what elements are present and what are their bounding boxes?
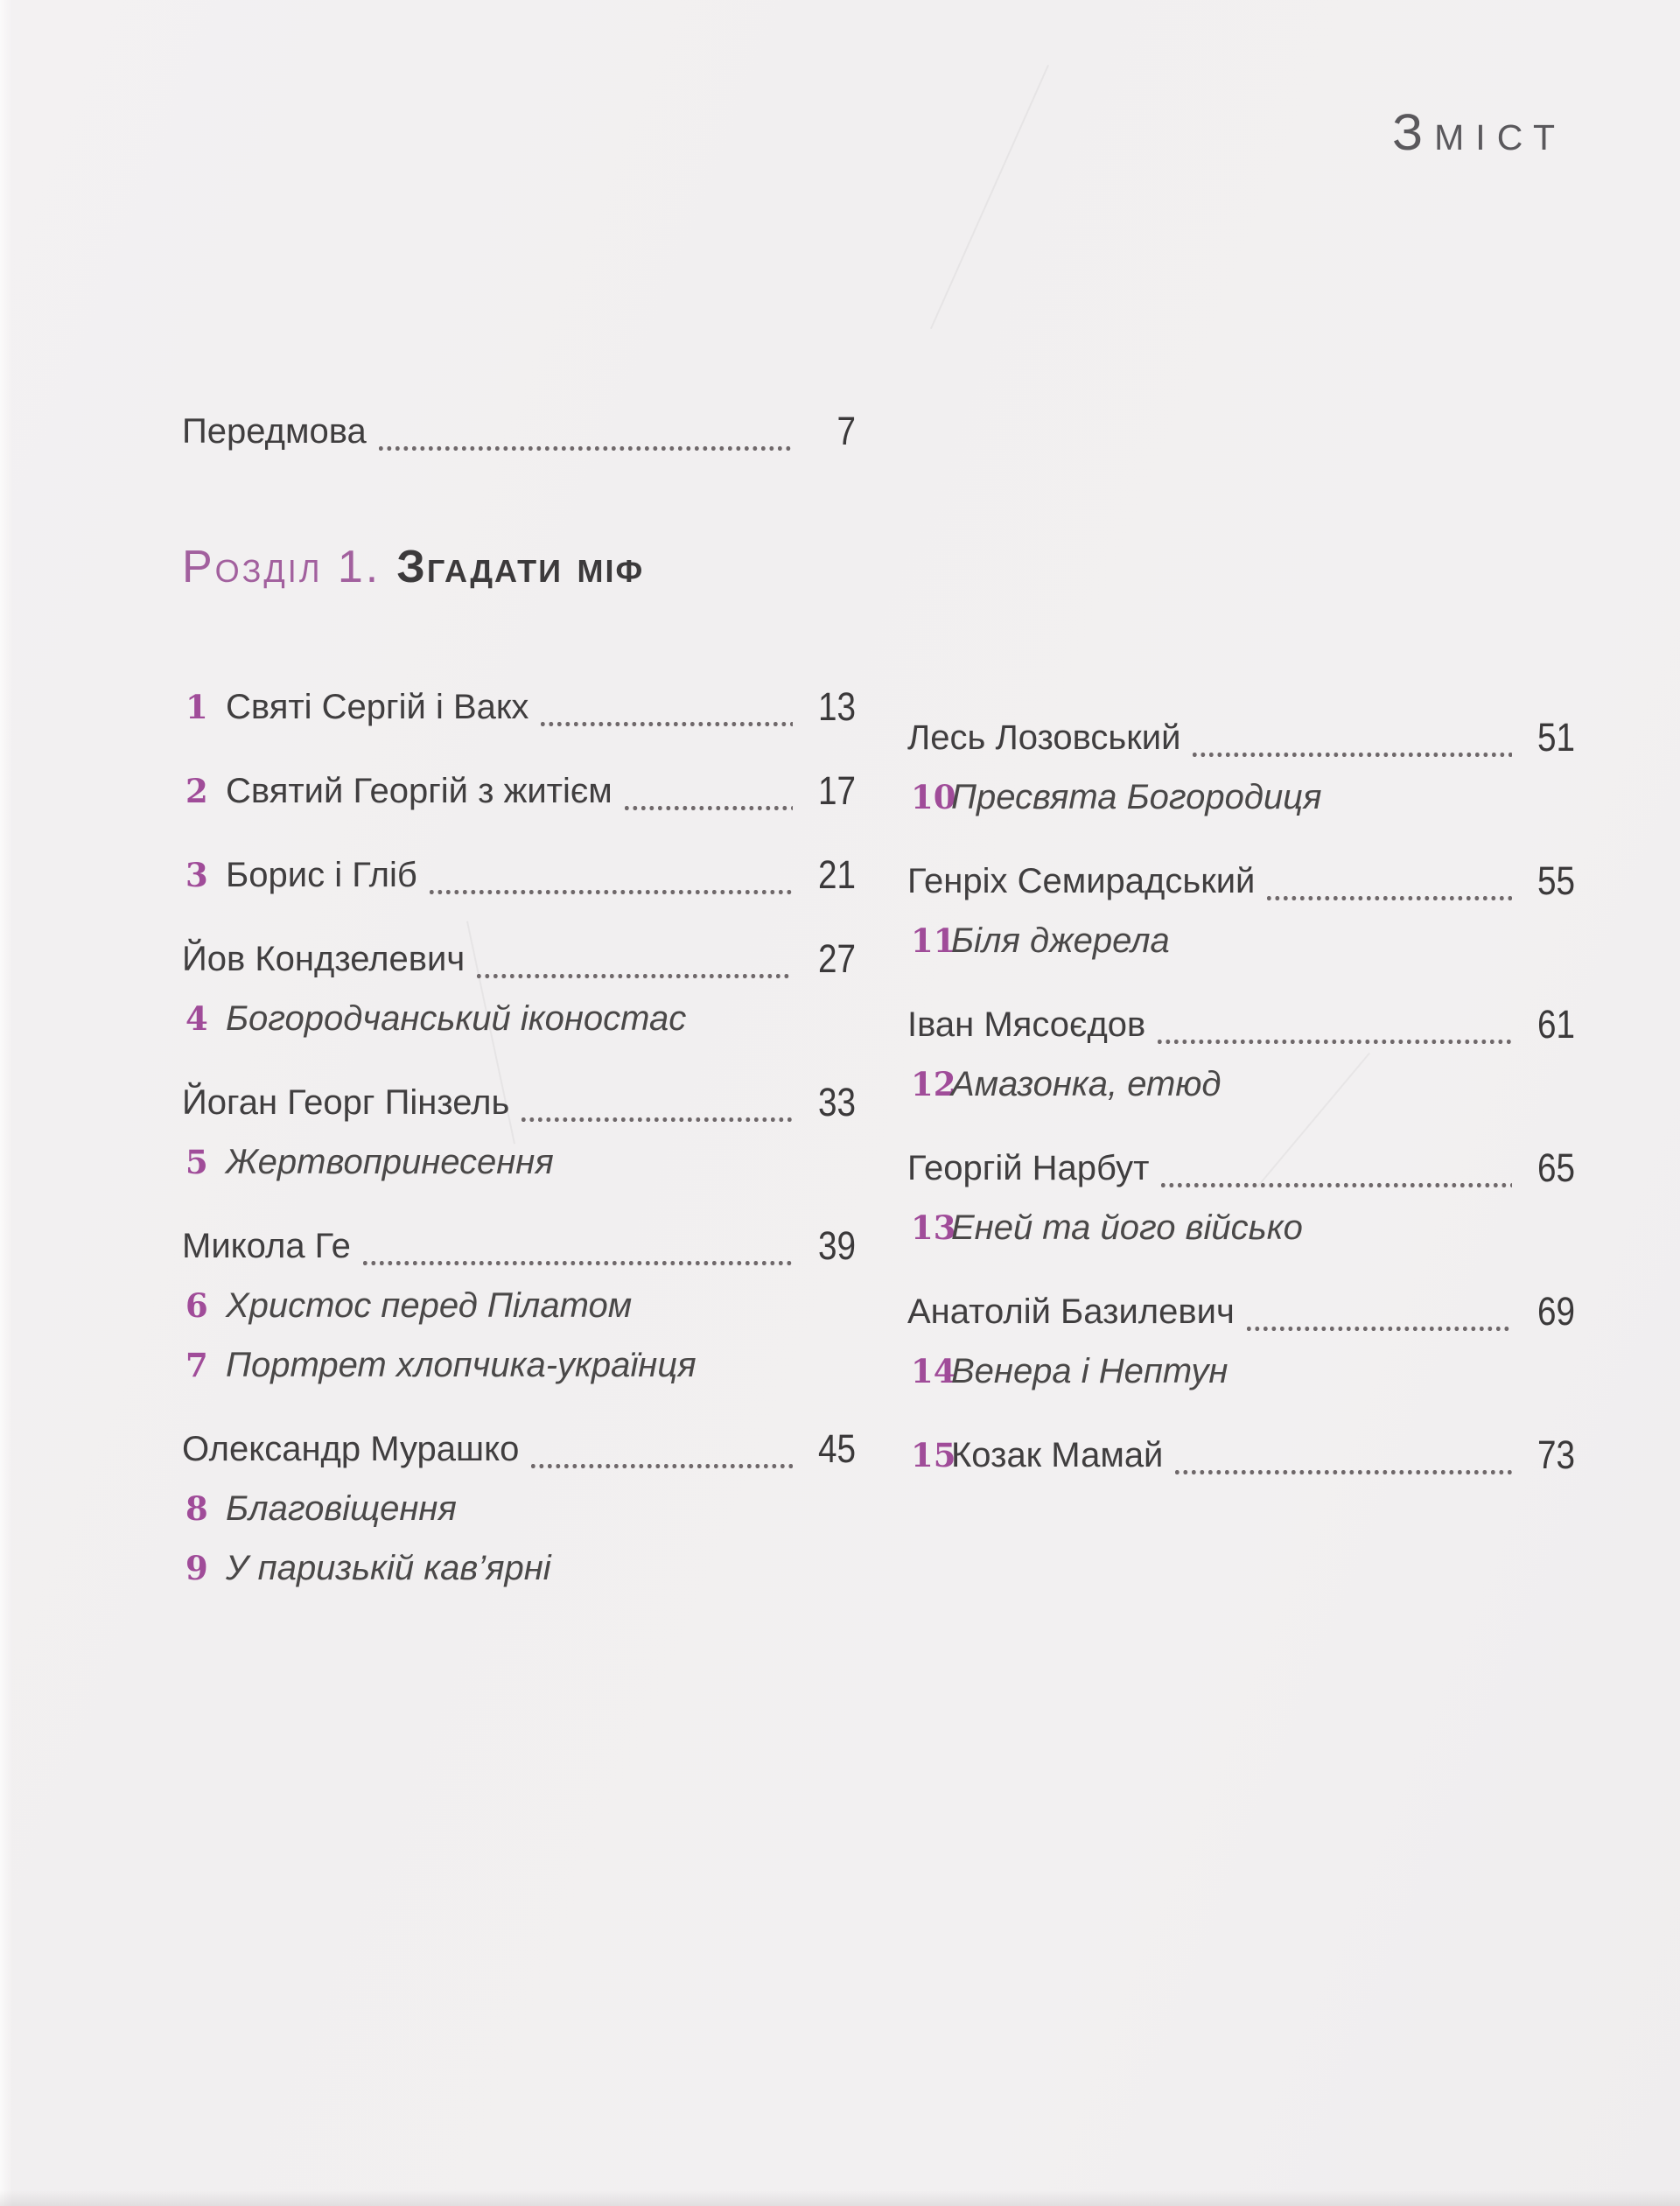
entry-row — [907, 1427, 1575, 1483]
entry-number: 10 — [911, 778, 956, 816]
dotted-leader — [363, 1227, 793, 1265]
artist-row — [182, 1421, 856, 1477]
work-row — [182, 1134, 856, 1190]
section-heading — [182, 536, 644, 599]
dotted-leader — [541, 688, 793, 726]
artist-row — [182, 1218, 856, 1274]
paper-scratch — [930, 65, 1049, 329]
frontmatter-row — [182, 403, 856, 459]
entry-title: Йов Кондзелевич — [182, 940, 466, 978]
section-title: Згадати міф — [396, 542, 645, 592]
work-title: Жертвопринесення — [226, 1143, 554, 1181]
work-row — [907, 1343, 1575, 1399]
scan-edge-left — [0, 0, 12, 2206]
entry-number: 15 — [911, 1436, 956, 1474]
dotted-leader — [1161, 1149, 1512, 1187]
entry-title: Анатолій Базилевич — [907, 1292, 1235, 1331]
entry-title: Святий Георгій з житієм — [226, 772, 612, 810]
dotted-leader — [430, 856, 793, 894]
artist-row — [907, 710, 1575, 766]
entry-title: Святі Сергій і Вакх — [226, 688, 529, 726]
dotted-leader — [531, 1430, 793, 1468]
work-title: Пресвята Богородиця — [951, 778, 1322, 816]
dotted-leader — [1193, 718, 1512, 757]
page-number: 61 — [1536, 1002, 1575, 1047]
work-row — [907, 1056, 1575, 1112]
artist-row — [182, 931, 856, 987]
page-number: 65 — [1536, 1145, 1575, 1190]
artist-row — [907, 853, 1575, 909]
work-title: Венера і Нептун — [951, 1352, 1228, 1390]
scan-edge-bottom — [0, 2190, 1680, 2206]
dotted-leader — [1267, 862, 1512, 900]
dotted-leader — [1247, 1292, 1512, 1331]
dotted-leader — [379, 412, 793, 451]
work-title: Біля джерела — [951, 921, 1170, 960]
work-row — [182, 1337, 856, 1393]
page-number: 39 — [817, 1223, 856, 1268]
page-number: 7 — [836, 409, 856, 453]
entry-number: 11 — [911, 921, 956, 960]
entry-number: 2 — [186, 772, 208, 810]
work-row — [907, 769, 1575, 825]
entry-number: 13 — [911, 1208, 956, 1247]
section-label: Розділ 1. — [182, 542, 382, 592]
work-row — [907, 1200, 1575, 1256]
entry-title: Іван Мясоєдов — [907, 1005, 1146, 1044]
work-title: Портрет хлопчика-українця — [226, 1346, 696, 1384]
dotted-leader — [1175, 1436, 1512, 1474]
toc-columns — [182, 679, 1575, 1596]
frontmatter-label: Передмова — [182, 412, 367, 451]
entry-row — [182, 679, 856, 735]
entry-number: 1 — [186, 688, 208, 726]
artist-row — [182, 1075, 856, 1131]
entry-title: Генріх Семирадський — [907, 862, 1256, 900]
work-title: Благовіщення — [226, 1489, 457, 1528]
dotted-leader — [477, 940, 793, 978]
page-number: 73 — [1536, 1432, 1575, 1477]
entry-number: 4 — [186, 999, 208, 1038]
page-number: 33 — [817, 1080, 856, 1124]
work-row — [182, 1278, 856, 1334]
entry-title: Йоган Георг Пінзель — [182, 1083, 510, 1122]
work-row — [182, 991, 856, 1047]
artist-row — [907, 997, 1575, 1053]
work-row — [182, 1481, 856, 1537]
entry-title: Георгій Нарбут — [907, 1149, 1150, 1187]
entry-title: Козак Мамай — [951, 1436, 1164, 1474]
work-title: Амазонка, етюд — [951, 1065, 1222, 1103]
toc-column-right — [907, 679, 1575, 1483]
entry-title: Борис і Гліб — [226, 856, 417, 894]
entry-row — [182, 847, 856, 903]
page-number: 13 — [817, 684, 856, 729]
entry-number: 14 — [911, 1352, 956, 1390]
page-number: 51 — [1536, 715, 1575, 760]
dotted-leader — [625, 772, 793, 810]
entry-title: Микола Ге — [182, 1227, 351, 1265]
artist-row — [907, 1284, 1575, 1340]
entry-number: 12 — [911, 1065, 956, 1103]
page-number: 69 — [1536, 1289, 1575, 1334]
artist-row — [907, 1140, 1575, 1196]
entry-number: 9 — [186, 1549, 208, 1587]
page-number: 55 — [1536, 858, 1575, 903]
entry-row — [182, 763, 856, 819]
entry-title: Лесь Лозовський — [907, 718, 1181, 757]
entry-number: 6 — [186, 1286, 208, 1325]
work-title: Богородчанський іконостас — [226, 999, 687, 1038]
work-title: Христос перед Пілатом — [226, 1286, 633, 1325]
toc-column-left — [182, 679, 856, 1596]
entry-number: 8 — [186, 1489, 208, 1528]
page-number: 27 — [817, 936, 856, 981]
work-row — [907, 913, 1575, 969]
dotted-leader — [1158, 1005, 1512, 1044]
work-title: Еней та його військо — [951, 1208, 1303, 1247]
work-row — [182, 1540, 856, 1596]
entry-title: Олександр Мурашко — [182, 1430, 520, 1468]
entry-number: 5 — [186, 1143, 208, 1181]
page-number: 21 — [817, 852, 856, 897]
page-number: 17 — [817, 768, 856, 813]
work-title: У паризькій кав’ярні — [226, 1549, 551, 1587]
page-number: 45 — [817, 1426, 856, 1471]
entry-number: 7 — [186, 1346, 208, 1384]
page-title: Зміст — [1392, 104, 1566, 161]
entry-number: 3 — [186, 856, 208, 894]
dotted-leader — [522, 1083, 793, 1122]
